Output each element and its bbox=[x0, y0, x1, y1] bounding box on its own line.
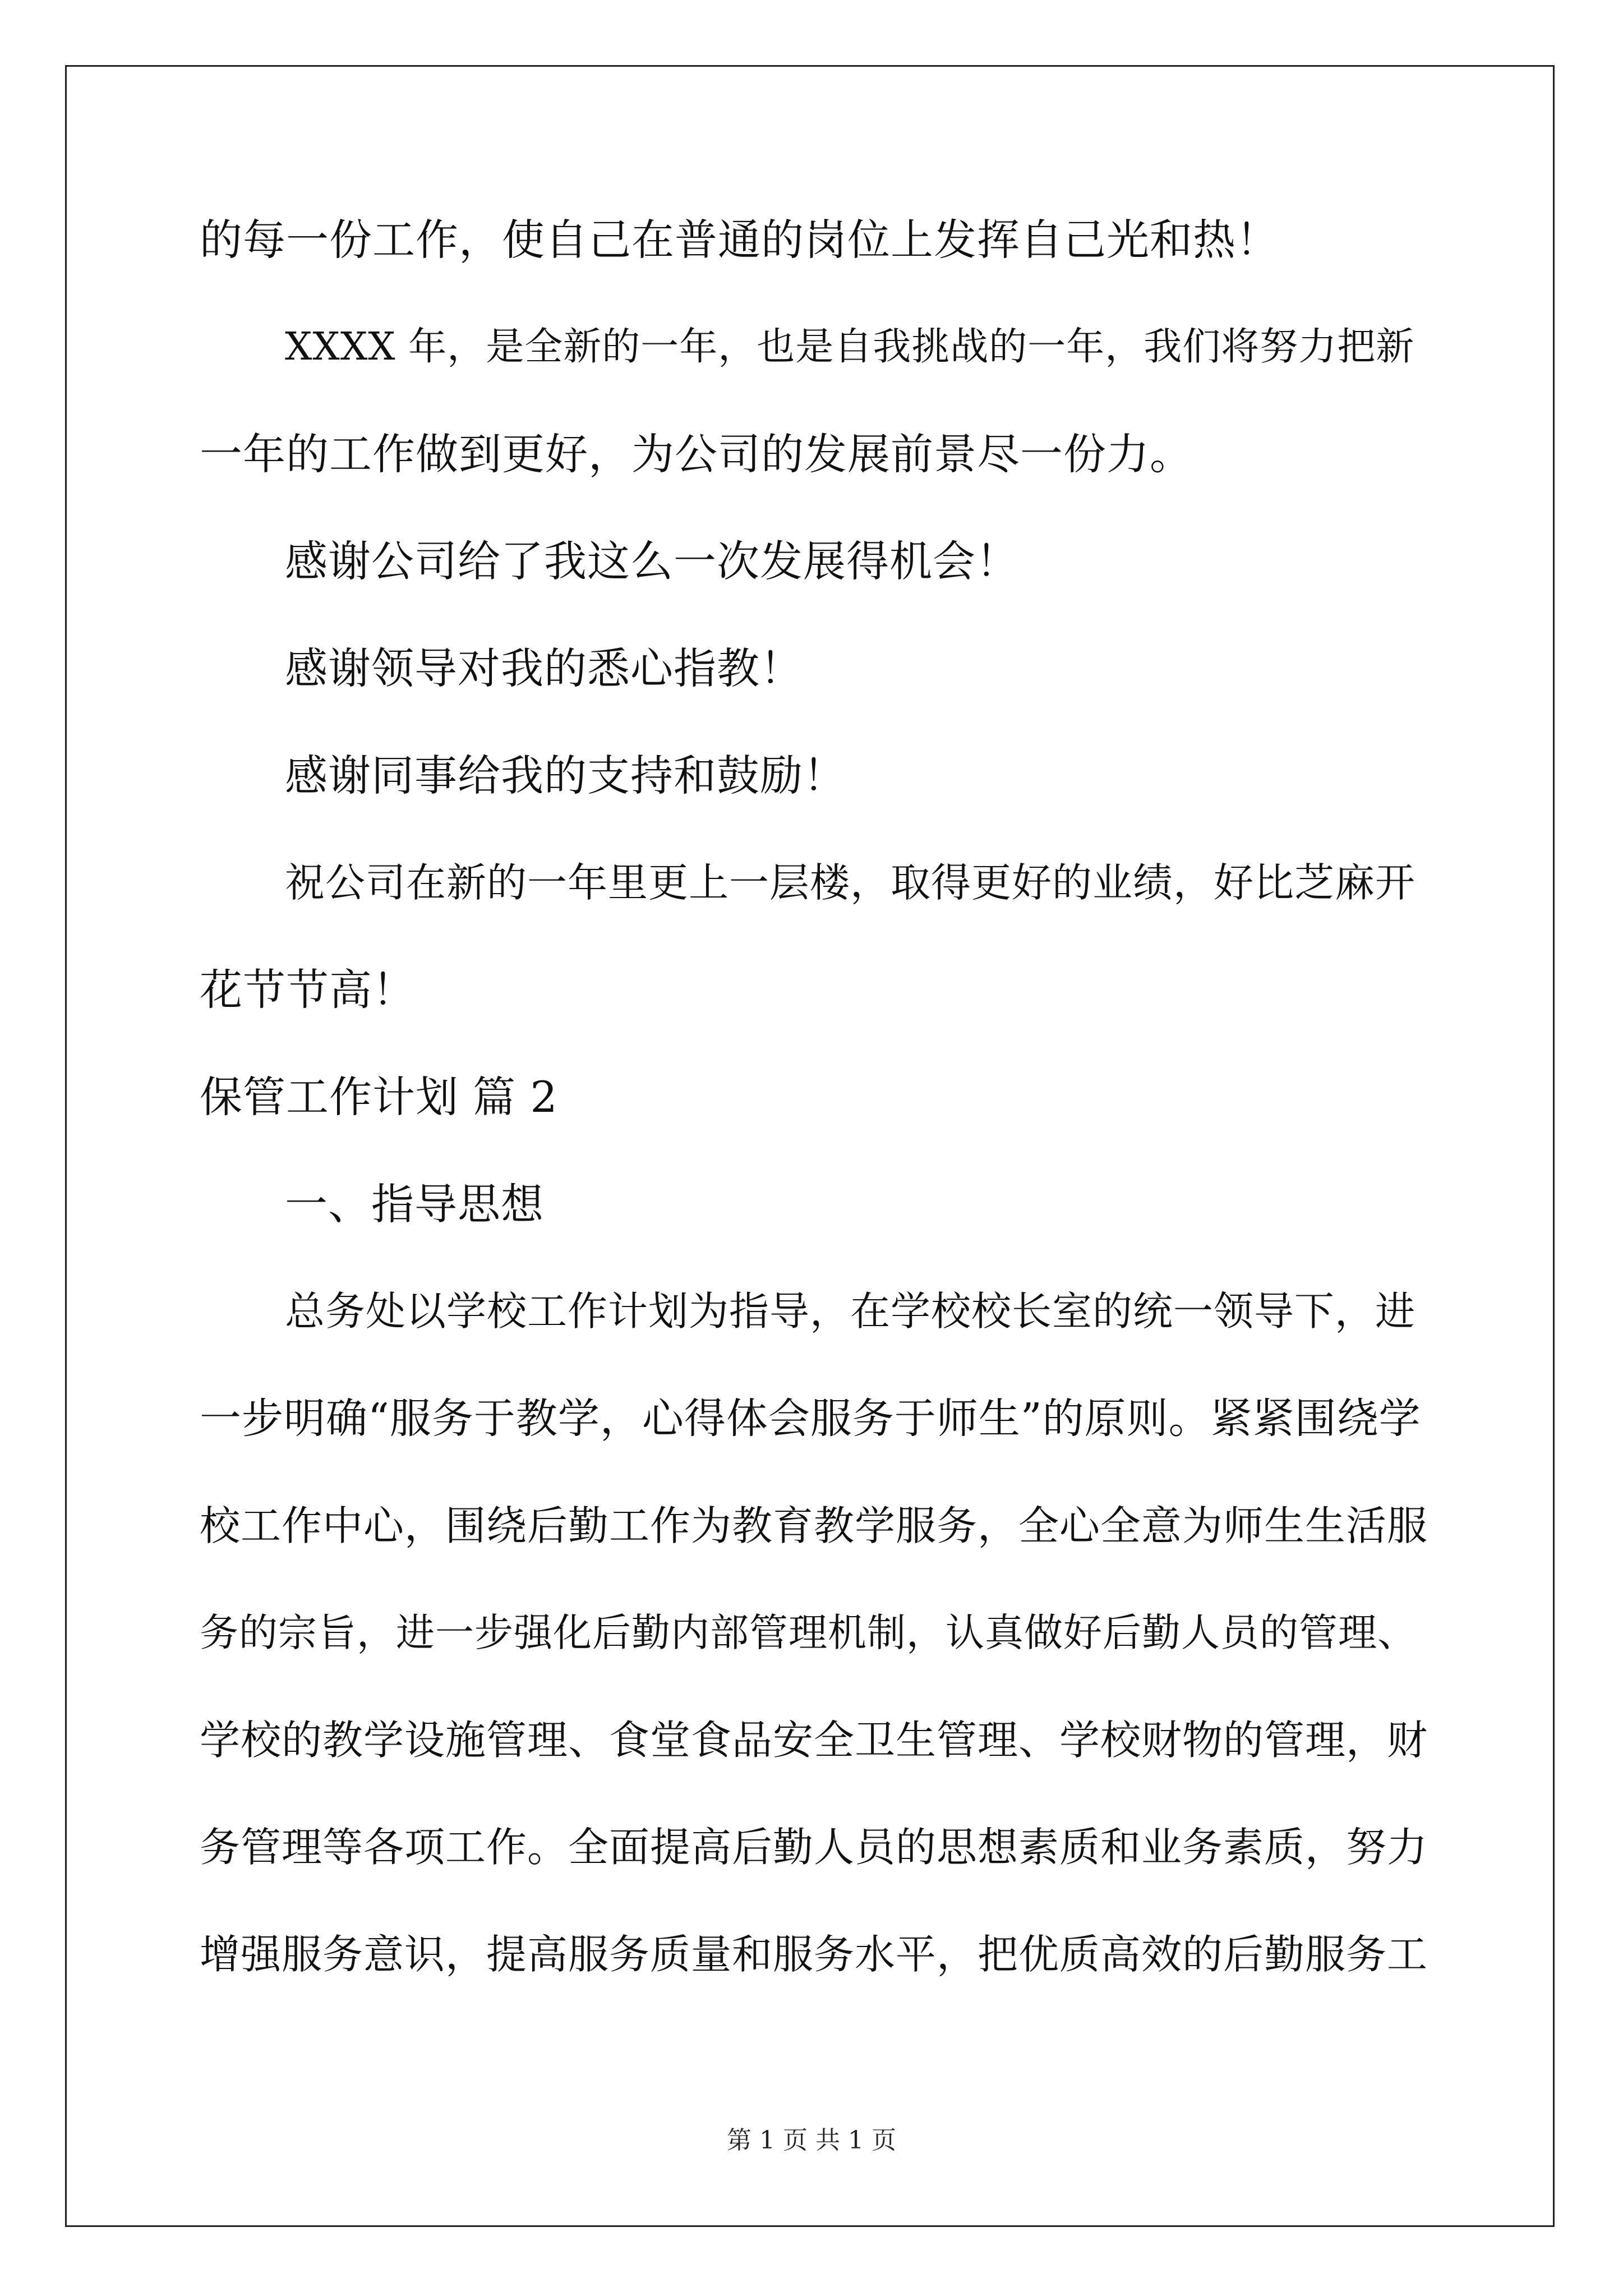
text-line-2: XXXX 年，是全新的一年，也是自我挑战的一年，我们将努力把新 bbox=[285, 325, 1415, 369]
text-line-4: 感谢公司给了我这么一次发展得机会！ bbox=[285, 536, 1019, 586]
text-line-11: 总务处以学校工作计划为指导，在学校校长室的统一领导下，进 bbox=[285, 1288, 1416, 1335]
text-line-16: 务管理等各项工作。全面提高后勤人员的思想素质和业务素质，努力 bbox=[200, 1824, 1428, 1871]
text-line-1: 的每一份工作，使自己在普通的岗位上发挥自己光和热！ bbox=[200, 215, 1279, 265]
text-line-13: 校工作中心，围绕后勤工作为教育教学服务，全心全意为师生生活服 bbox=[200, 1502, 1428, 1549]
text-line-15: 学校的教学设施管理、食堂食品安全卫生管理、学校财物的管理，财 bbox=[200, 1717, 1428, 1764]
text-line-5: 感谢领导对我的悉心指教！ bbox=[285, 643, 803, 693]
page-footer: 第 1 页 共 1 页 bbox=[727, 2126, 896, 2155]
text-line-14: 务的宗旨，进一步强化后勤内部管理机制，认真做好后勤人员的管理、 bbox=[200, 1611, 1417, 1655]
text-line-7: 祝公司在新的一年里更上一层楼，取得更好的业绩，好比芝麻开 bbox=[285, 859, 1416, 906]
document-body bbox=[200, 213, 1428, 2035]
text-line-6: 感谢同事给我的支持和鼓励！ bbox=[285, 751, 846, 800]
text-line-17: 增强服务意识，提高服务质量和服务水平，把优质高效的后勤服务工 bbox=[200, 1931, 1428, 1978]
section-heading: 保管工作计划 篇 2 bbox=[200, 1072, 558, 1122]
text-line-8: 花节节高！ bbox=[200, 965, 416, 1015]
text-line-3: 一年的工作做到更好，为公司的发展前景尽一份力。 bbox=[200, 429, 1193, 479]
subheading-guiding-thought: 一、指导思想 bbox=[285, 1179, 544, 1229]
text-line-12: 一步明确“服务于教学，心得体会服务于师生”的原则。紧紧围绕学 bbox=[200, 1395, 1421, 1443]
